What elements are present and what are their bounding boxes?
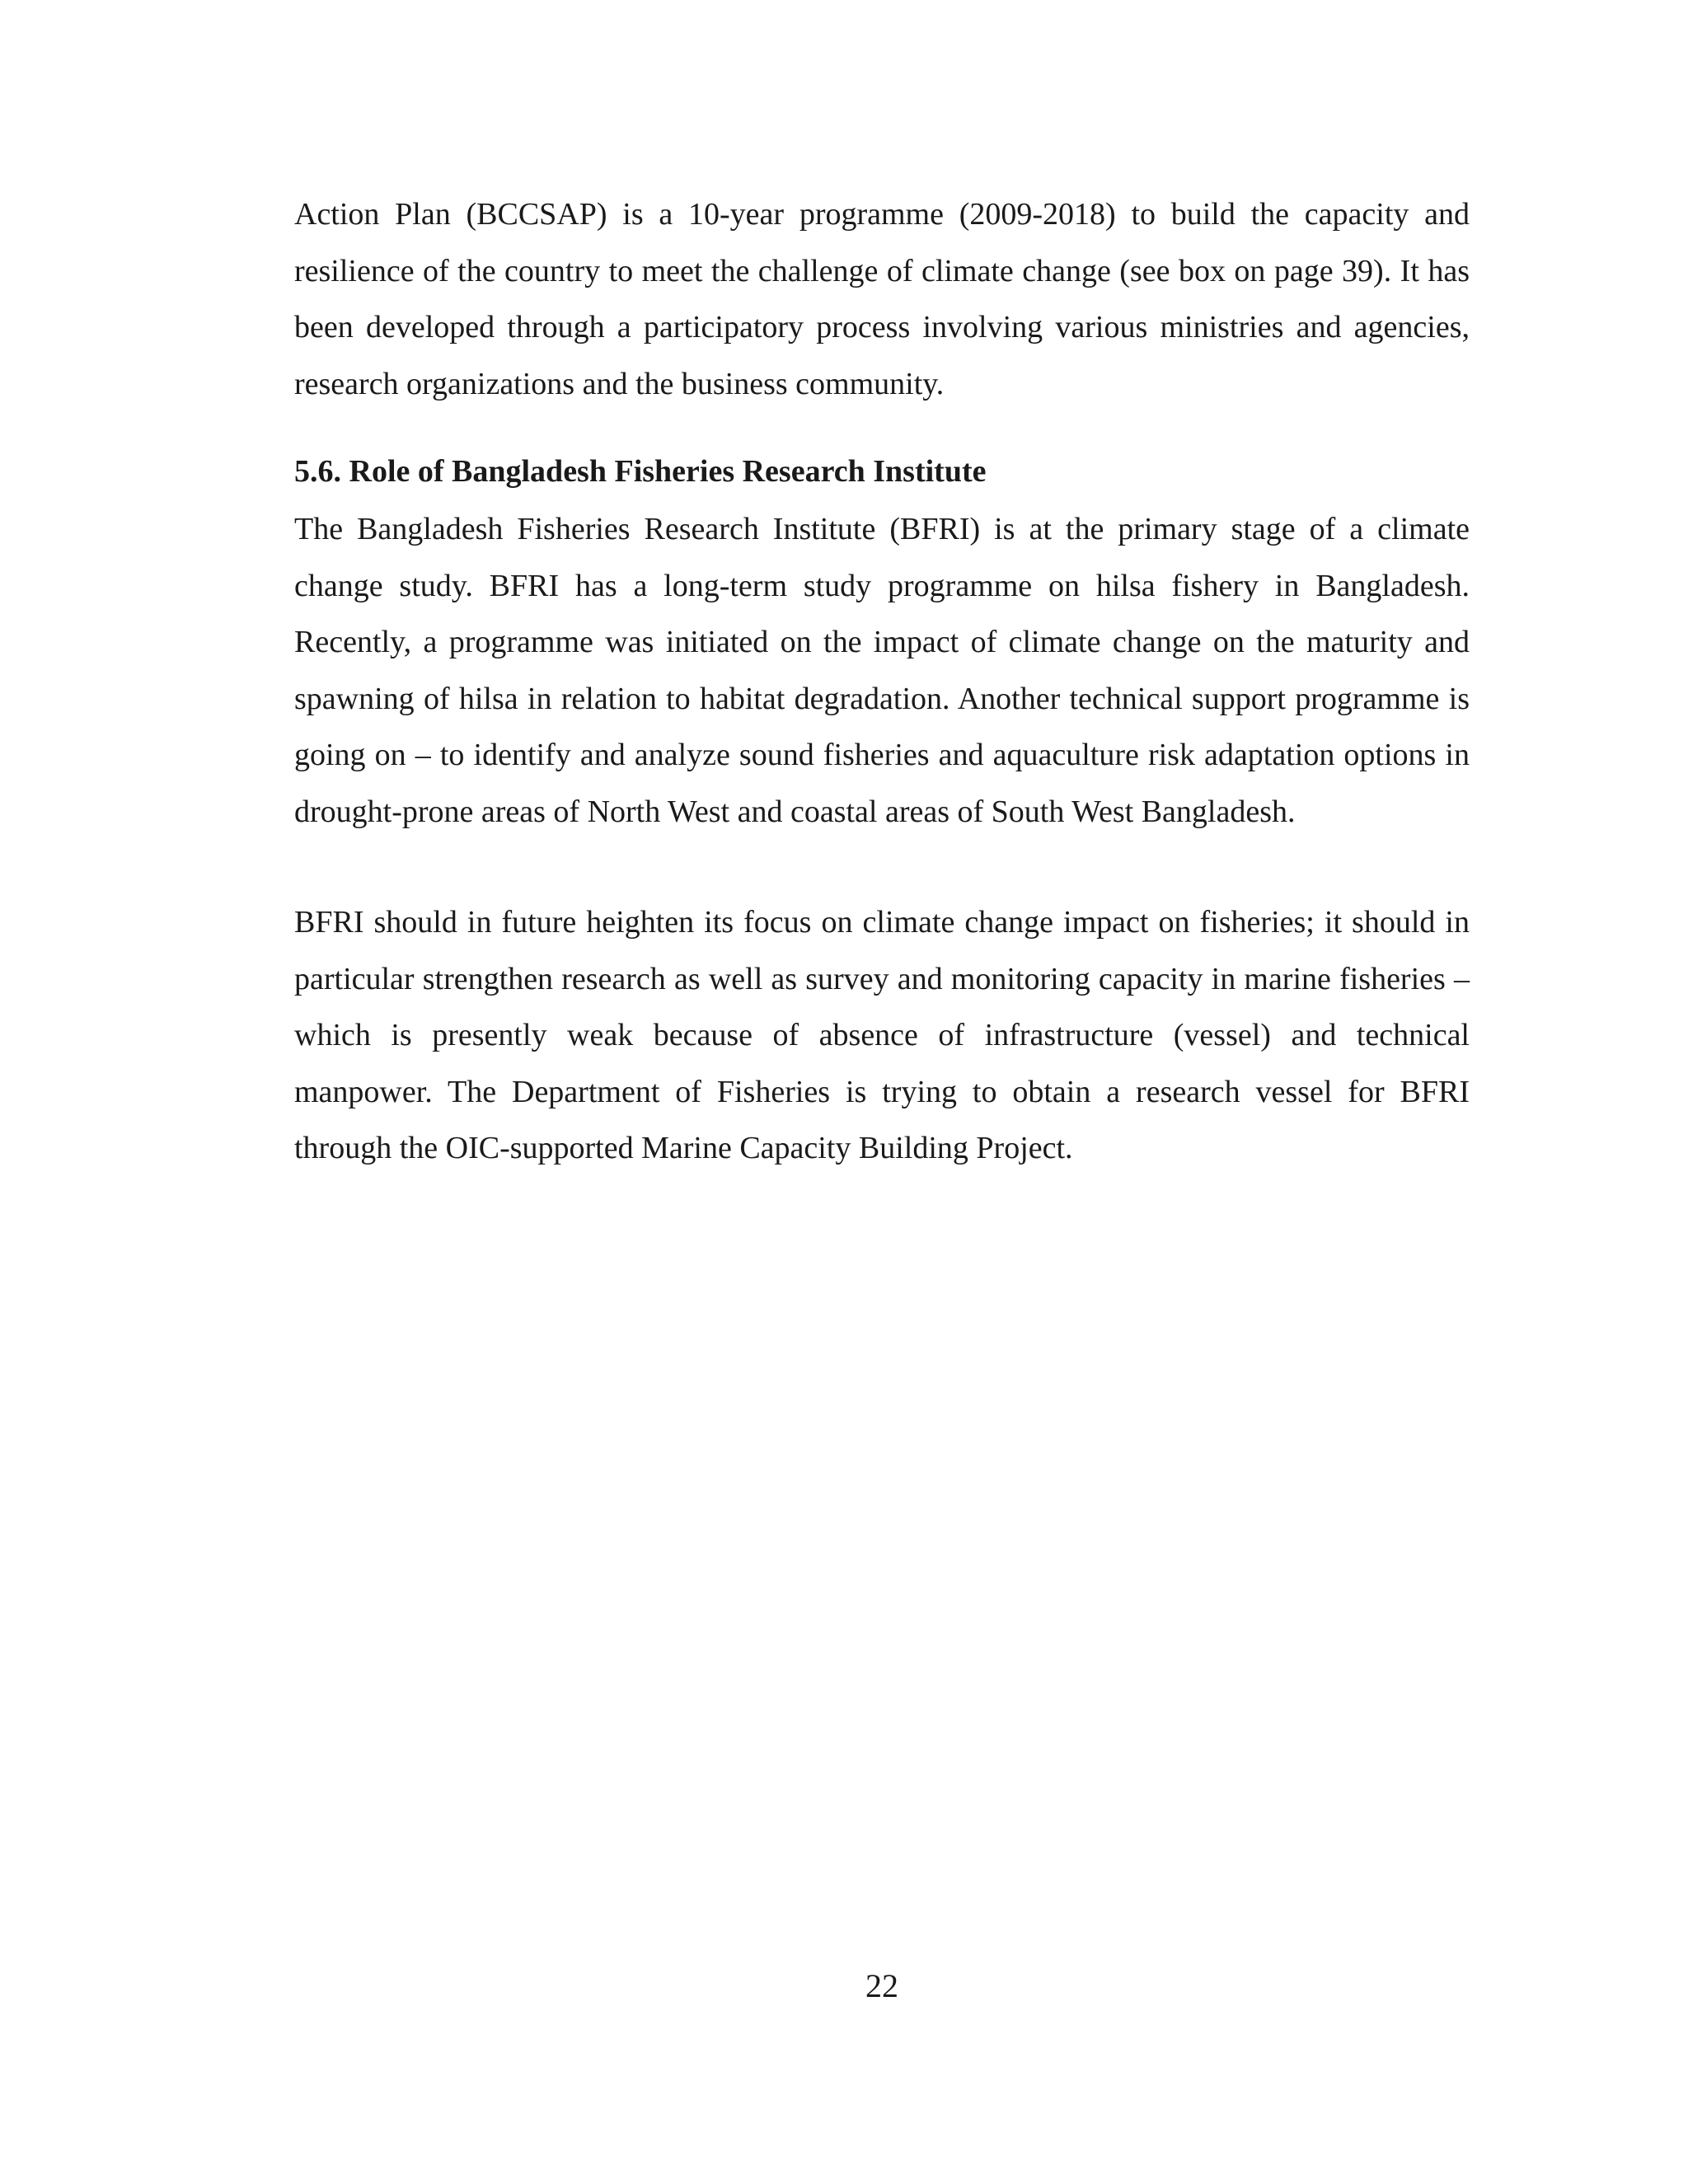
page-number: 22	[865, 1967, 898, 2004]
section-paragraph-bfri-stage: The Bangladesh Fisheries Research Institute (BFRI) is at the primary stage of a climate change study. BFRI has a long-term study programme on hilsa fishery in Bangladesh. Recently, a programme was initiated on the impact of climate change on the maturity and spawning of hilsa in relation to habitat degradation. Another technical support programme is going on – to identify and analyze sound fisheries and aquaculture risk adaptation options in drought-prone areas of North West and coastal areas of South West Bangladesh.	[294, 512, 1470, 829]
intro-paragraph: Action Plan (BCCSAP) is a 10-year programme (2009-2018) to build the capacity and resilience of the country to meet the challenge of climate change (see box on page 39). It has been developed through a participatory process involving various ministries and agencies, research organizations and the business community.	[294, 197, 1470, 401]
section-heading: 5.6. Role of Bangladesh Fisheries Research Institute	[294, 454, 987, 489]
section-paragraph-bfri-future: BFRI should in future heighten its focus on climate change impact on fisheries; it should in particular strengthen research as well as survey and monitoring capacity in marine fisheries – which is presently weak because of absence of infrastructure (vessel) and technical manpower. The Department of Fisheries is trying to obtain a research vessel for BFRI through the OIC-supported Marine Capacity Building Project.	[294, 905, 1470, 1165]
